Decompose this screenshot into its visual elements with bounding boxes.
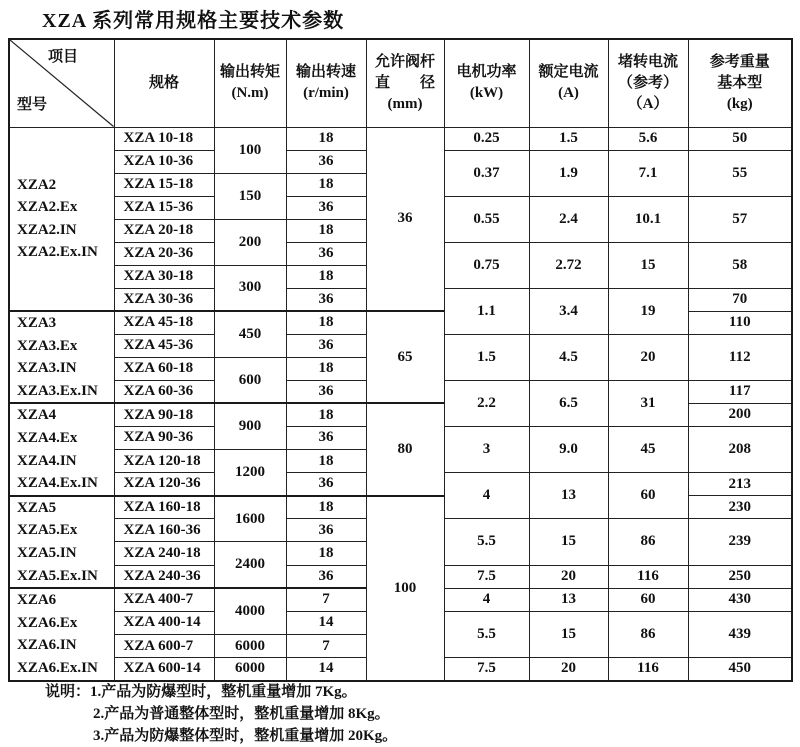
note-item: 1.产品为防爆型时，整机重量增加 7Kg。: [90, 684, 357, 700]
spec-cell: XZA 20-18: [114, 219, 214, 242]
power-cell: 1.1: [444, 288, 529, 334]
spec-cell: XZA 45-36: [114, 334, 214, 357]
weight-cell: 430: [688, 588, 792, 611]
power-cell: 7.5: [444, 658, 529, 681]
speed-cell: 7: [286, 588, 366, 611]
current-cell: 20: [529, 565, 608, 588]
speed-cell: 36: [286, 565, 366, 588]
power-cell: 4: [444, 588, 529, 611]
weight-cell: 200: [688, 403, 792, 426]
torque-cell: 1600: [214, 496, 286, 542]
speed-cell: 36: [286, 519, 366, 542]
current-cell: 9.0: [529, 426, 608, 472]
stem-cell: 100: [366, 496, 444, 681]
stem-cell: 65: [366, 311, 444, 403]
speed-cell: 36: [286, 242, 366, 265]
model-name: XZA6: [17, 592, 57, 609]
power-cell: 1.5: [444, 334, 529, 380]
speed-cell: 18: [286, 265, 366, 288]
header-line: (r/min): [303, 85, 349, 102]
model-name: XZA3: [17, 315, 57, 331]
spec-cell: XZA 15-36: [114, 196, 214, 219]
spec-cell: XZA 600-7: [114, 635, 214, 658]
header-motor-power: [444, 39, 529, 127]
spec-cell: XZA 160-18: [114, 496, 214, 519]
model-name: XZA6.IN: [17, 637, 77, 654]
header-spec: [114, 39, 214, 127]
current-cell: 3.4: [529, 288, 608, 334]
speed-cell: 36: [286, 196, 366, 219]
current-cell: 13: [529, 588, 608, 611]
locked-current-cell: 45: [608, 426, 688, 472]
speed-cell: 36: [286, 426, 366, 449]
locked-current-cell: 60: [608, 588, 688, 611]
current-cell: 13: [529, 473, 608, 519]
header-line: 参考重量: [709, 53, 770, 70]
header-line: (N.m): [231, 85, 269, 102]
power-cell: 2.2: [444, 380, 529, 426]
model-cell: [9, 496, 114, 588]
model-name: XZA5.Ex: [17, 522, 78, 539]
model-name: XZA5.IN: [17, 544, 77, 561]
model-name: XZA4: [17, 407, 57, 424]
spec-cell: XZA 30-18: [114, 265, 214, 288]
speed-cell: 14: [286, 658, 366, 681]
spec-cell: XZA 240-18: [114, 542, 214, 565]
header-line: （A）: [627, 95, 669, 112]
power-cell: 3: [444, 426, 529, 472]
model-cell: [9, 311, 114, 403]
speed-cell: 36: [286, 150, 366, 173]
spec-cell: XZA 15-18: [114, 173, 214, 196]
header-line: （参考）: [617, 74, 678, 91]
model-name: XZA2: [17, 176, 57, 193]
weight-cell: 117: [688, 380, 792, 403]
header-line: 输出转矩: [219, 64, 280, 81]
model-name: XZA5.Ex.IN: [17, 567, 98, 584]
header-line: (A): [558, 85, 579, 102]
header-line: 允许阀杆: [374, 53, 435, 70]
model-name: XZA3.Ex: [17, 337, 78, 354]
spec-cell: XZA 30-36: [114, 288, 214, 311]
speed-cell: 18: [286, 127, 366, 150]
locked-current-cell: 116: [608, 658, 688, 681]
torque-cell: 450: [214, 311, 286, 357]
header-row: [9, 39, 792, 127]
notes-label: 说明：: [45, 684, 91, 700]
torque-cell: 300: [214, 265, 286, 311]
locked-current-cell: 31: [608, 380, 688, 426]
torque-cell: 6000: [214, 635, 286, 658]
torque-cell: 900: [214, 403, 286, 449]
model-name: XZA4.Ex: [17, 429, 78, 446]
current-cell: 2.72: [529, 242, 608, 288]
locked-current-cell: 116: [608, 565, 688, 588]
model-cell: [9, 127, 114, 311]
speed-cell: 36: [286, 288, 366, 311]
weight-cell: 70: [688, 288, 792, 311]
power-cell: 5.5: [444, 611, 529, 657]
power-cell: 0.55: [444, 196, 529, 242]
header-line: (mm): [387, 95, 423, 112]
note-item: 3.产品为防爆整体型时，整机重量增加 20Kg。: [93, 727, 398, 744]
locked-current-cell: 5.6: [608, 127, 688, 150]
current-cell: 6.5: [529, 380, 608, 426]
weight-cell: 230: [688, 496, 792, 519]
weight-cell: 50: [688, 127, 792, 150]
model-cell: [9, 588, 114, 680]
weight-cell: 58: [688, 242, 792, 288]
header-rated-current: [529, 39, 608, 127]
model-name: XZA4.Ex.IN: [17, 475, 98, 492]
note-item: 2.产品为普通整体型时，整机重量增加 8Kg。: [93, 705, 390, 722]
power-cell: 5.5: [444, 519, 529, 565]
header-speed: [286, 39, 366, 127]
torque-cell: 1200: [214, 450, 286, 496]
locked-current-cell: 7.1: [608, 150, 688, 196]
spec-cell: XZA 240-36: [114, 565, 214, 588]
locked-current-cell: 86: [608, 519, 688, 565]
power-cell: 0.75: [444, 242, 529, 288]
header-reference-weight: [688, 39, 792, 127]
model-name: XZA6.Ex: [17, 614, 78, 631]
model-name: XZA3.Ex.IN: [17, 382, 98, 399]
header-stem-diameter: [366, 39, 444, 127]
spec-cell: XZA 10-36: [114, 150, 214, 173]
power-cell: 0.37: [444, 150, 529, 196]
spec-cell: XZA 90-18: [114, 403, 214, 426]
current-cell: 15: [529, 611, 608, 657]
spec-cell: XZA 60-36: [114, 380, 214, 403]
locked-current-cell: 60: [608, 473, 688, 519]
model-name: XZA6.Ex.IN: [17, 659, 98, 676]
model-name: XZA2.Ex.IN: [17, 244, 98, 261]
table-row: [9, 127, 792, 150]
spec-cell: XZA 400-7: [114, 588, 214, 611]
spec-cell: XZA 400-14: [114, 611, 214, 634]
spec-cell: XZA 160-36: [114, 519, 214, 542]
header-diagonal-bottom: 型号: [17, 96, 48, 113]
spec-cell: XZA 600-14: [114, 658, 214, 681]
header-line: 堵转电流: [617, 53, 678, 70]
torque-cell: 200: [214, 219, 286, 265]
current-cell: 20: [529, 658, 608, 681]
spec-cell: XZA 60-18: [114, 357, 214, 380]
locked-current-cell: 15: [608, 242, 688, 288]
weight-cell: 213: [688, 473, 792, 496]
spec-cell: XZA 20-36: [114, 242, 214, 265]
header-locked-rotor-current: [608, 39, 688, 127]
torque-cell: 150: [214, 173, 286, 219]
stem-cell: 36: [366, 127, 444, 311]
header-line: 直 径: [374, 74, 435, 91]
torque-cell: 600: [214, 357, 286, 403]
speed-cell: 18: [286, 542, 366, 565]
model-name: XZA3.IN: [17, 360, 77, 377]
header-line: 基本型: [717, 74, 763, 91]
locked-current-cell: 10.1: [608, 196, 688, 242]
weight-cell: 250: [688, 565, 792, 588]
current-cell: 15: [529, 519, 608, 565]
weight-cell: 110: [688, 311, 792, 334]
speed-cell: 18: [286, 496, 366, 519]
model-name: XZA4.IN: [17, 452, 77, 469]
header-torque: [214, 39, 286, 127]
locked-current-cell: 19: [608, 288, 688, 334]
speed-cell: 36: [286, 473, 366, 496]
page-title: XZA 系列常用规格主要技术参数: [42, 10, 345, 32]
weight-cell: 239: [688, 519, 792, 565]
speed-cell: 36: [286, 380, 366, 403]
model-cell: [9, 403, 114, 495]
torque-cell: 6000: [214, 658, 286, 681]
speed-cell: 18: [286, 450, 366, 473]
speed-cell: 18: [286, 219, 366, 242]
power-cell: 4: [444, 473, 529, 519]
speed-cell: 18: [286, 311, 366, 334]
speed-cell: 7: [286, 635, 366, 658]
locked-current-cell: 20: [608, 334, 688, 380]
weight-cell: 57: [688, 196, 792, 242]
locked-current-cell: 86: [608, 611, 688, 657]
weight-cell: 450: [688, 658, 792, 681]
header-diagonal-top: 项目: [48, 49, 79, 65]
weight-cell: 439: [688, 611, 792, 657]
model-name: XZA2.IN: [17, 221, 77, 238]
weight-cell: 112: [688, 334, 792, 380]
weight-cell: 55: [688, 150, 792, 196]
weight-cell: 208: [688, 426, 792, 472]
speed-cell: 18: [286, 173, 366, 196]
header-line: 规格: [148, 74, 179, 91]
torque-cell: 100: [214, 127, 286, 173]
power-cell: 7.5: [444, 565, 529, 588]
model-name: XZA5: [17, 499, 57, 516]
torque-cell: 2400: [214, 542, 286, 588]
speed-cell: 18: [286, 403, 366, 426]
spec-cell: XZA 120-18: [114, 450, 214, 473]
power-cell: 0.25: [444, 127, 529, 150]
header-line: (kW): [469, 85, 504, 102]
notes: [45, 682, 397, 747]
header-line: 输出转速: [295, 64, 356, 81]
current-cell: 2.4: [529, 196, 608, 242]
header-diagonal-cell: [9, 39, 114, 127]
speed-cell: 14: [286, 611, 366, 634]
spec-cell: XZA 90-36: [114, 426, 214, 449]
header-line: (kg): [726, 95, 753, 112]
spec-cell: XZA 45-18: [114, 311, 214, 334]
model-name: XZA2.Ex: [17, 199, 78, 216]
stem-cell: 80: [366, 403, 444, 495]
torque-cell: 4000: [214, 588, 286, 634]
spec-cell: XZA 10-18: [114, 127, 214, 150]
current-cell: 1.5: [529, 127, 608, 150]
speed-cell: 18: [286, 357, 366, 380]
spec-table: [8, 38, 793, 682]
header-line: 电机功率: [456, 64, 517, 81]
header-line: 额定电流: [538, 64, 599, 81]
current-cell: 1.9: [529, 150, 608, 196]
note-line: [45, 682, 397, 704]
spec-cell: XZA 120-36: [114, 473, 214, 496]
current-cell: 4.5: [529, 334, 608, 380]
speed-cell: 36: [286, 334, 366, 357]
